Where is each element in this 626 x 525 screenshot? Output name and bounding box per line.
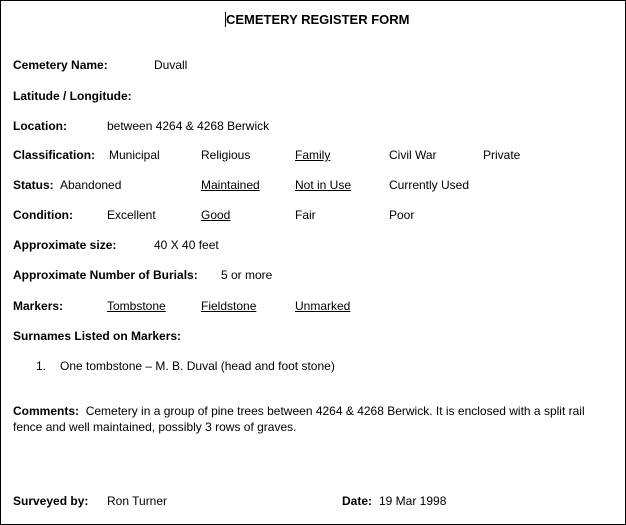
condition-option-fair: Fair [295,208,316,222]
surnames-label: Surnames Listed on Markers: [13,329,182,343]
approx-size-value: 40 X 40 feet [154,238,219,252]
markers-label: Markers: [13,299,64,313]
markers-option-fieldstone: Fieldstone [201,299,257,313]
condition-option-poor: Poor [389,208,415,222]
comments-paragraph [13,403,617,435]
surname-item-text: One tombstone – M. B. Duval (head and foot stone) [60,359,335,373]
surveyed-by-label: Surveyed by: [13,494,89,508]
approx-size-label: Approximate size: [13,238,117,252]
approx-burials-label: Approximate Number of Burials: [13,268,198,282]
classification-label: Classification: [13,148,96,162]
comments-label: Comments: [13,404,80,418]
form-title: CEMETERY REGISTER FORM [226,12,410,27]
comments-text: Cemetery in a group of pine trees between 4264 & 4268 Berwick. It is enclosed with a split rail fence and well maintained, possibly 3 rows of graves. [13,404,585,434]
classification-option-family: Family [295,148,331,162]
location-label: Location: [13,119,67,133]
condition-option-good: Good [201,208,231,222]
condition-option-excellent: Excellent [107,208,156,222]
status-label: Status: [13,178,54,192]
date-label: Date: [342,494,373,508]
classification-option-municipal: Municipal [109,148,160,162]
markers-option-tombstone: Tombstone [107,299,166,313]
surveyed-by-value: Ron Turner [107,494,168,508]
surname-item-number: 1. [36,359,47,373]
date-value: 19 Mar 1998 [379,494,447,508]
status-option-abandoned: Abandoned [60,178,122,192]
location-value: between 4264 & 4268 Berwick [107,119,270,133]
cemetery-name-label: Cemetery Name: [13,58,108,72]
condition-label: Condition: [13,208,73,222]
approx-burials-value: 5 or more [221,268,273,282]
status-option-maintained: Maintained [201,178,260,192]
classification-option-religious: Religious [201,148,251,162]
status-option-currently-used: Currently Used [389,178,470,192]
classification-option-private: Private [483,148,521,162]
markers-option-unmarked: Unmarked [295,299,351,313]
status-option-not-in-use: Not in Use [295,178,352,192]
classification-option-civil-war: Civil War [389,148,437,162]
lat-long-label: Latitude / Longitude: [13,89,132,103]
cemetery-name-value: Duvall [154,58,188,72]
